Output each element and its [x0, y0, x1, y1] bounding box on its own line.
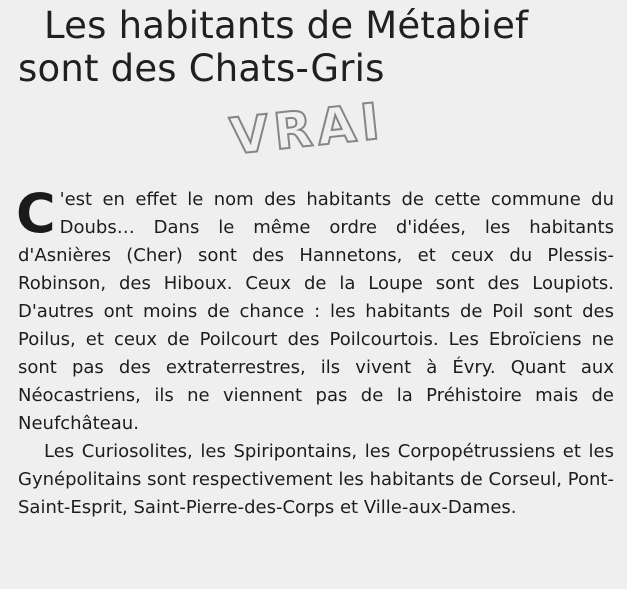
vrai-stamp: VRAI — [227, 92, 388, 166]
paragraph-2: Les Curiosolites, les Spiripontains, les Corpopétrussiens et les Gynépolitains sont respectivement les habitants de Corseul, Pont-Saint-Esprit, Saint-Pierre-des-Corps et Ville-aux-Dames. — [18, 441, 614, 518]
drop-cap: C — [16, 182, 56, 245]
title-line-2: sont des Chats-Gris — [18, 47, 385, 90]
article-title — [18, 4, 618, 90]
paragraph-1 — [16, 182, 614, 438]
article-body — [16, 182, 614, 522]
title-line-1: Les habitants de Métabief — [44, 4, 529, 47]
paragraph-1-text: 'est en effet le nom des habitants de cette commune du Doubs… Dans le même ordre d'idées, les habitants d'Asnières (Cher) sont des Hannetons, et ceux du Plessis-Robinson, des Hiboux. Ceux de la Loupe sont des Loupiots. D'autres ont moins de chance : les habitants de Poil sont des Poilus, et ceux de Poilcourt des Poilcourtois. Les Ebroïciens ne sont pas des extraterrestres, ils vivent à Évry. Quant aux Néocastriens, ils ne viennent pas de la Préhistoire mais de Neufchâteau. — [18, 189, 614, 434]
